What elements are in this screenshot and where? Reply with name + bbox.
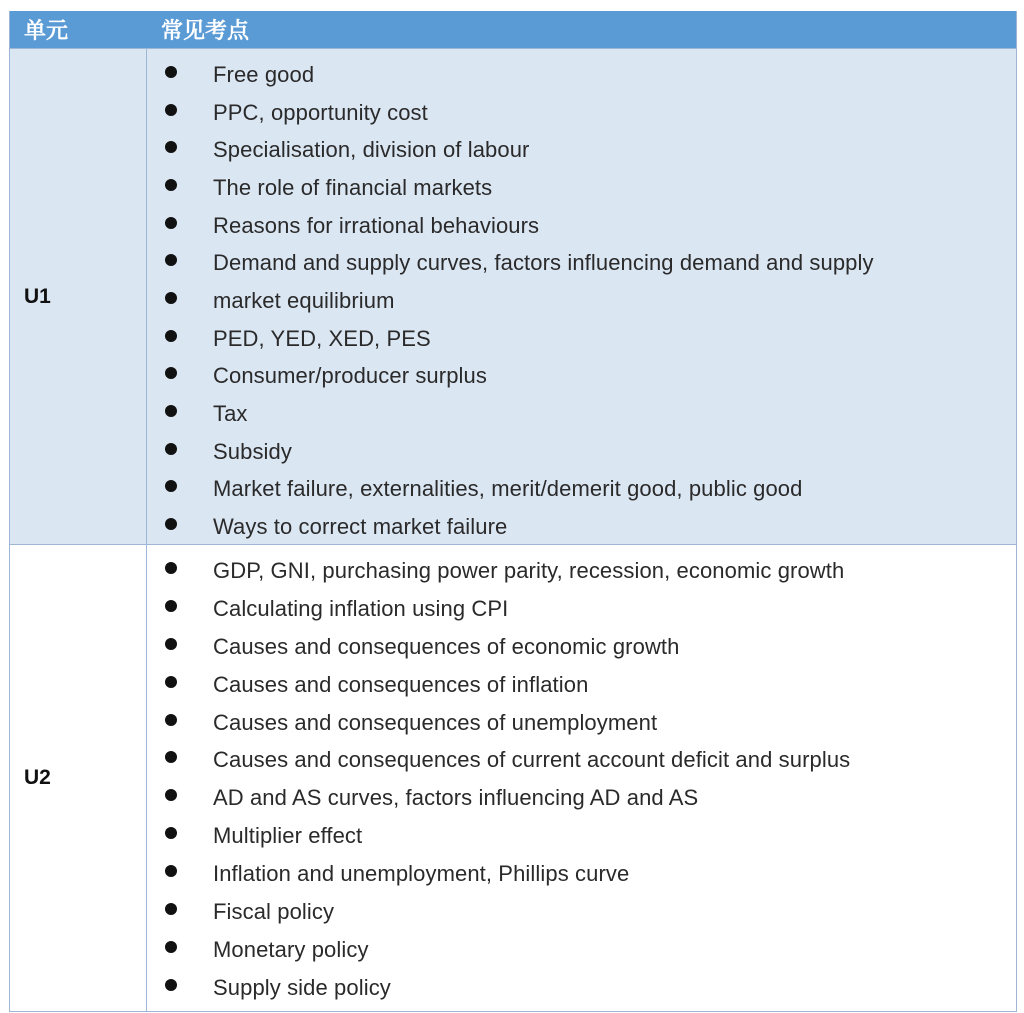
bullet-icon xyxy=(165,562,177,574)
table-header xyxy=(10,11,1016,48)
point-text: Causes and consequences of unemployment xyxy=(213,709,658,735)
point-text: Multiplier effect xyxy=(213,823,363,849)
point-text: market equilibrium xyxy=(213,287,395,313)
bullet-icon xyxy=(165,979,177,991)
bullet-icon xyxy=(165,676,177,688)
bullet-icon xyxy=(165,367,177,379)
bullet-icon xyxy=(165,751,177,763)
bullet-icon xyxy=(165,141,177,153)
list-item xyxy=(147,94,1016,132)
bullet-icon xyxy=(165,104,177,116)
list-item xyxy=(147,433,1016,471)
point-text: GDP, GNI, purchasing power parity, recession, economic growth xyxy=(213,557,845,583)
point-text: Demand and supply curves, factors influencing demand and supply xyxy=(213,250,874,276)
table-row-u2 xyxy=(10,544,1016,1011)
point-text: The role of financial markets xyxy=(213,174,493,200)
list-item xyxy=(147,817,1016,855)
bullet-icon xyxy=(165,217,177,229)
list-item xyxy=(147,244,1016,282)
points-list xyxy=(147,552,1016,1007)
bullet-icon xyxy=(165,941,177,953)
list-item xyxy=(147,320,1016,358)
points-cell xyxy=(147,49,1016,544)
point-text: Subsidy xyxy=(213,438,292,464)
table-row-u1 xyxy=(10,48,1016,544)
list-item xyxy=(147,552,1016,590)
bullet-icon xyxy=(165,789,177,801)
bullet-icon xyxy=(165,714,177,726)
points-cell xyxy=(147,545,1016,1011)
bullet-icon xyxy=(165,66,177,78)
point-text: Monetary policy xyxy=(213,936,369,962)
list-item xyxy=(147,855,1016,893)
bullet-icon xyxy=(165,254,177,266)
unit-cell: U2 xyxy=(10,545,147,1011)
header-points: 常见考点 xyxy=(161,18,250,43)
list-item xyxy=(147,704,1016,742)
bullet-icon xyxy=(165,865,177,877)
point-text: Supply side policy xyxy=(213,974,391,1000)
point-text: Causes and consequences of current account deficit and surplus xyxy=(213,747,851,773)
point-text: Fiscal policy xyxy=(213,898,335,924)
list-item xyxy=(147,666,1016,704)
point-text: PPC, opportunity cost xyxy=(213,99,428,125)
point-text: PED, YED, XED, PES xyxy=(213,325,431,351)
list-item xyxy=(147,969,1016,1007)
list-item xyxy=(147,471,1016,509)
list-item xyxy=(147,282,1016,320)
bullet-icon xyxy=(165,518,177,530)
bullet-icon xyxy=(165,292,177,304)
bullet-icon xyxy=(165,638,177,650)
unit-cell: U1 xyxy=(10,49,147,544)
list-item xyxy=(147,169,1016,207)
bullet-icon xyxy=(165,179,177,191)
point-text: AD and AS curves, factors influencing AD and AS xyxy=(213,785,699,811)
bullet-icon xyxy=(165,480,177,492)
list-item xyxy=(147,893,1016,931)
point-text: Consumer/producer surplus xyxy=(213,363,487,389)
bullet-icon xyxy=(165,903,177,915)
points-list xyxy=(147,56,1016,546)
list-item xyxy=(147,358,1016,396)
bullet-icon xyxy=(165,330,177,342)
list-item xyxy=(147,508,1016,546)
exam-topics-table xyxy=(9,11,1017,1012)
point-text: Reasons for irrational behaviours xyxy=(213,212,540,238)
point-text: Causes and consequences of economic growth xyxy=(213,633,680,659)
list-item xyxy=(147,131,1016,169)
point-text: Free good xyxy=(213,61,315,87)
point-text: Ways to correct market failure xyxy=(213,514,508,540)
list-item xyxy=(147,628,1016,666)
point-text: Causes and consequences of inflation xyxy=(213,671,589,697)
bullet-icon xyxy=(165,443,177,455)
bullet-icon xyxy=(165,405,177,417)
list-item xyxy=(147,56,1016,94)
header-unit: 单元 xyxy=(24,18,69,43)
bullet-icon xyxy=(165,600,177,612)
list-item xyxy=(147,207,1016,245)
point-text: Market failure, externalities, merit/demerit good, public good xyxy=(213,476,803,502)
list-item xyxy=(147,779,1016,817)
bullet-icon xyxy=(165,827,177,839)
list-item xyxy=(147,741,1016,779)
point-text: Specialisation, division of labour xyxy=(213,137,530,163)
point-text: Calculating inflation using CPI xyxy=(213,595,509,621)
point-text: Inflation and unemployment, Phillips curve xyxy=(213,861,630,887)
point-text: Tax xyxy=(213,401,248,427)
list-item xyxy=(147,931,1016,969)
list-item xyxy=(147,590,1016,628)
list-item xyxy=(147,395,1016,433)
